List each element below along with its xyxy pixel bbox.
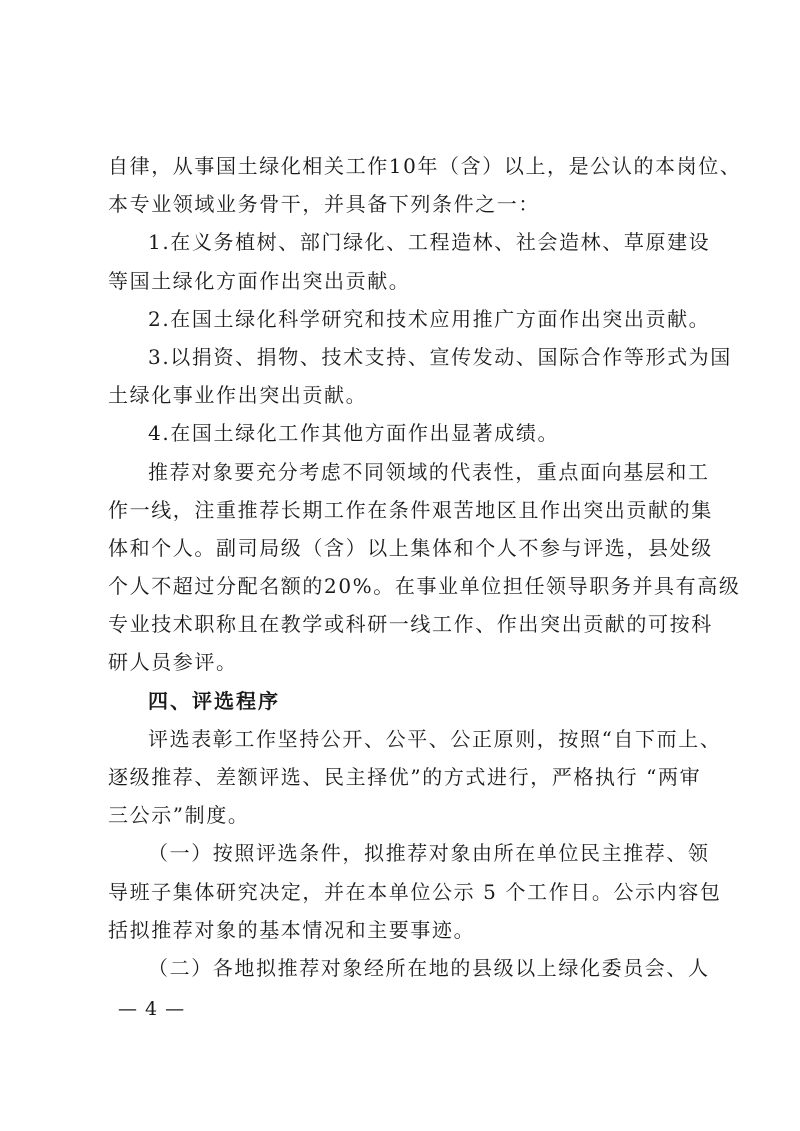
text-line: 等国土绿化方面作出突出贡献。	[108, 268, 411, 293]
text-line: 个人不超过分配名额的20%。在事业单位担任领导职务并具有高级	[108, 574, 741, 599]
text-line: 本专业领域业务骨干，并具备下列条件之一：	[108, 192, 540, 217]
text-line: 括拟推荐对象的基本情况和主要事迹。	[108, 917, 476, 942]
text-line: 研人员参评。	[108, 650, 238, 675]
text-line: 作一线，注重推荐长期工作在条件艰苦地区且作出突出贡献的集	[108, 497, 713, 522]
text-line: 自律，从事国土绿化相关工作10年（含）以上，是公认的本岗位、	[108, 154, 742, 178]
text-line: 体和个人。副司局级（含）以上集体和个人不参与评选，县处级	[108, 535, 713, 560]
document-body	[108, 147, 742, 987]
text-line: 专业技术职称且在教学或科研一线工作、作出突出贡献的可按科	[108, 612, 713, 637]
text-line: 3.以捐资、捐物、技术支持、宣传发动、国际合作等形式为国	[148, 344, 732, 369]
text-line: 土绿化事业作出突出贡献。	[108, 383, 368, 408]
section-heading: 四、评选程序	[148, 688, 280, 713]
text-line: （二）各地拟推荐对象经所在地的县级以上绿化委员会、人	[148, 955, 710, 980]
text-line: 1.在义务植树、部门绿化、工程造林、社会造林、草原建设	[148, 230, 711, 255]
text-line: 导班子集体研究决定，并在本单位公示 5 个工作日。公示内容包	[108, 879, 722, 904]
text-line: 评选表彰工作坚持公开、公平、公正原则，按照“自下而上、	[148, 726, 722, 751]
page-number: — 4 —	[118, 998, 186, 1020]
text-line: 4.在国土绿化工作其他方面作出显著成绩。	[148, 421, 560, 446]
text-line: （一）按照评选条件，拟推荐对象由所在单位民主推荐、领	[148, 841, 710, 866]
text-line: 逐级推荐、差额评选、民主择优”的方式进行，严格执行 “两审	[108, 765, 702, 789]
text-line: 三公示”制度。	[108, 803, 250, 828]
text-line: 推荐对象要充分考虑不同领域的代表性，重点面向基层和工	[148, 459, 710, 484]
text-line: 2.在国土绿化科学研究和技术应用推广方面作出突出贡献。	[148, 306, 711, 331]
